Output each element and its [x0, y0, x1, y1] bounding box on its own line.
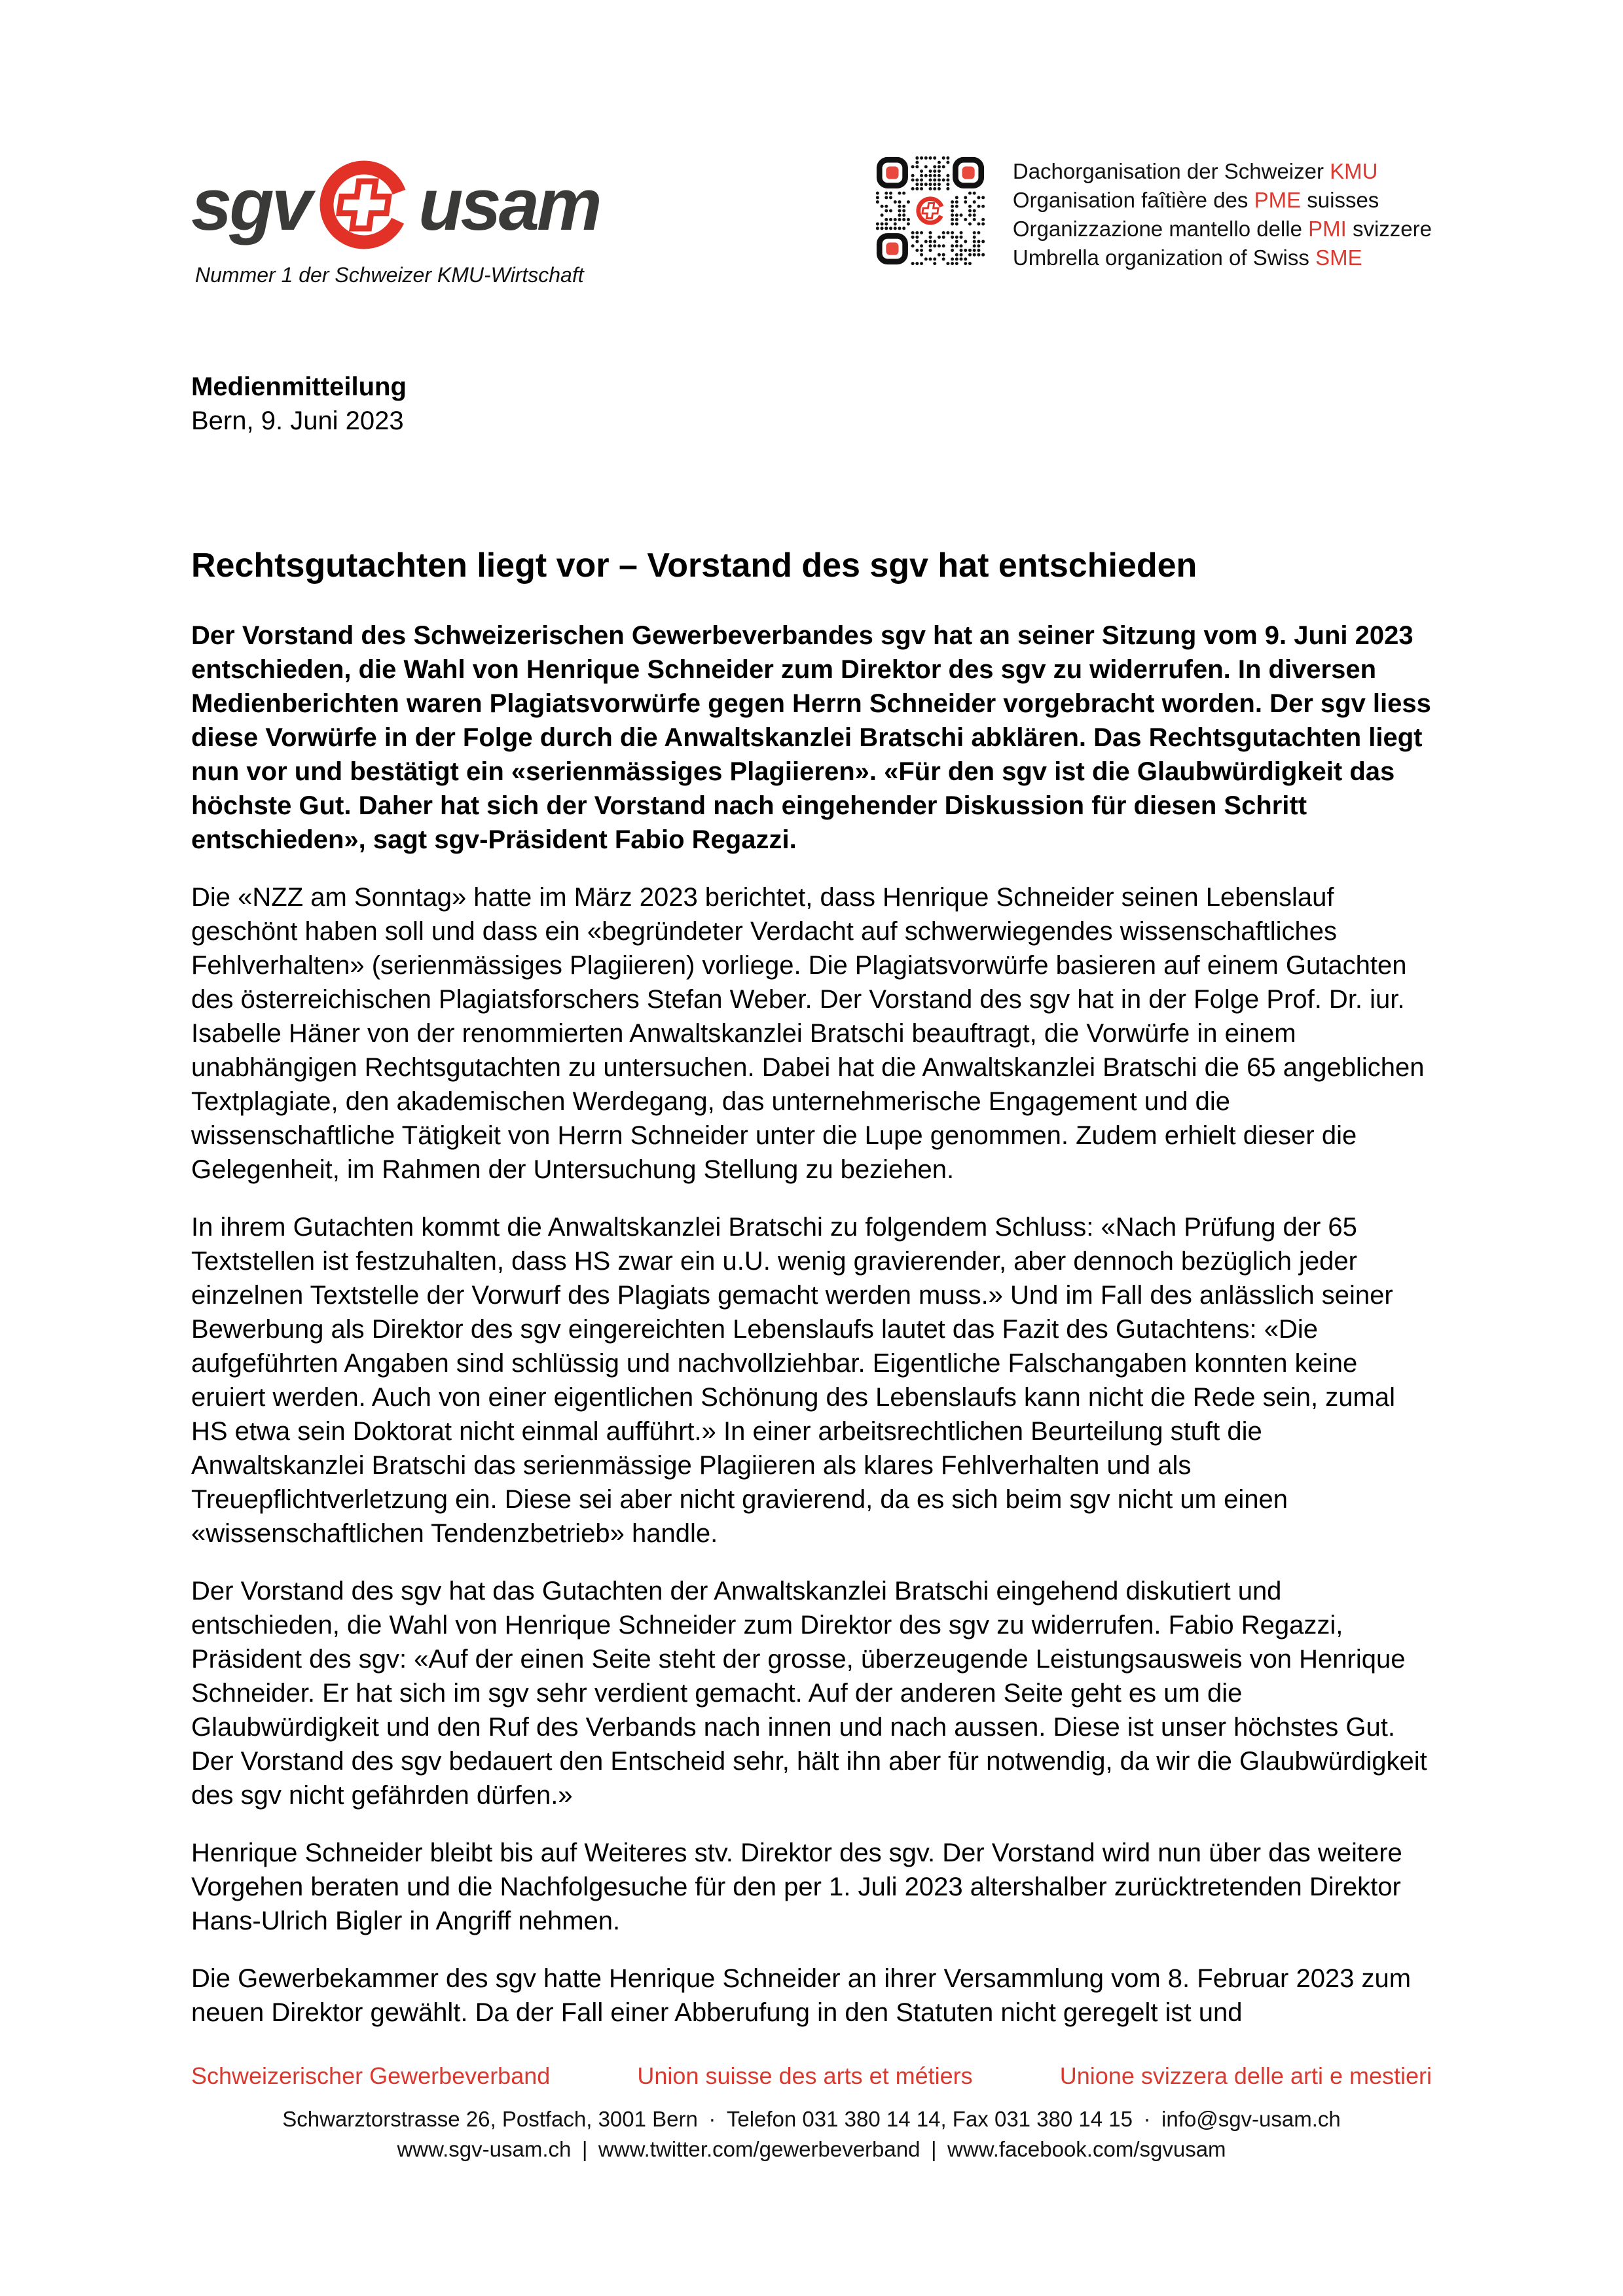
paragraph: Henrique Schneider bleibt bis auf Weiteres stv. Direktor des sgv. Der Vorstand wird nun über das weitere Vorgehen beraten und die Nachfolgesuche für den per 1. Juli 2023 altershalber zurücktretenden Direktor Hans-Ulrich Bigler in Angriff nehmen. [191, 1839, 1402, 1935]
logo-wordmark [191, 156, 600, 254]
logo [191, 156, 600, 287]
document-title: Rechtsgutachten liegt vor – Vorstand des sgv hat entschieden [191, 547, 1197, 584]
footer-org-de: Schweizerischer Gewerbeverband [191, 2062, 551, 2089]
lead-paragraph: Der Vorstand des Schweizerischen Gewerbeverbandes sgv hat an seiner Sitzung vom 9. Juni 2023 entschieden, die Wahl von Henrique Schneider zum Direktor des sgv zu widerrufen. In diversen Medienberichten waren Plagiatsvorwürfe gegen Herrn Schneider vorgebracht worden. Der sgv liess diese Vorwürfe in der Folge durch die Anwaltskanzlei Bratschi abklären. Das Rechtsgutachten liegt nun vor und bestätigt ein «serienmässiges Plagiieren». «Für den sgv ist die Glaubwürdigkeit das höchste Gut. Daher hat sich der Vorstand nach eingehender Diskussion für diesen Schritt entschieden», sagt sgv-Präsident Fabio Regazzi. [191, 621, 1431, 854]
footer-org-fr: Union suisse des arts et métiers [637, 2062, 973, 2089]
paragraph: Die «NZZ am Sonntag» hatte im März 2023 berichtet, dass Henrique Schneider seinen Lebenslauf geschönt haben soll und dass ein «begründeter Verdacht auf schwerwiegendes wissenschaftliches Fehlverhalten» (serienmässiges Plagiieren) vorliege. Die Plagiatsvorwürfe basieren auf einem Gutachten des österreichischen Plagiatsforschers Stefan Weber. Der Vorstand des sgv hat in der Folge Prof. Dr. iur. Isabelle Häner von der renommierten Anwaltskanzlei Bratschi beauftragt, die Vorwürfe in einem unabhängigen Rechtsgutachten zu untersuchen. Dabei hat die Anwaltskanzlei Bratschi die 65 angeblichen Textplagiate, den akademischen Werdegang, das unternehmerische Engagement und die wissenschaftliche Tätigkeit von Herrn Schneider unter die Lupe genommen. Zudem erhielt dieser die Gelegenheit, im Rahmen der Untersuchung Stellung zu beziehen. [191, 883, 1425, 1184]
org-line-it: Organizzazione mantello delle PMI svizzere [1012, 217, 1432, 241]
logo-text-sgv: sgv [191, 164, 310, 245]
footer-address: Schwarztorstrasse 26, Postfach, 3001 Bern · Telefon 031 380 14 14, Fax 031 380 14 15 · info@sgv-usam.ch [282, 2107, 1341, 2132]
paragraph: In ihrem Gutachten kommt die Anwaltskanzlei Bratschi zu folgendem Schluss: «Nach Prüfung der 65 Textstellen ist festzuhalten, dass HS zwar ein u.U. wenig gravierender, aber dennoch bezüglich jeder einzelnen Textstelle der Vorwurf des Plagiats gemacht werden muss.» Und im Fall des anlässlich seiner Bewerbung als Direktor des sgv eingereichten Lebenslaufs lautet das Fazit des Gutachtens: «Die aufgeführten Angaben sind schlüssig und nachvollziehbar. Eigentliche Falschangaben konnten keine eruiert werden. Auch von einer eigentlichen Schönung des Lebenslaufs kann nicht die Rede sein, zumal HS etwa sein Doktorat nicht einmal aufführt.» In einer arbeitsrechtlichen Beurteilung stuft die Anwaltskanzlei Bratschi das serienmässige Plagiieren als klares Fehlverhalten und als Treuepflichtverletzung ein. Diese sei aber nicht gravierend, da es sich beim sgv nicht um einen «wissenschaftlichen Tendenzbetrieb» handle. [191, 1213, 1395, 1548]
org-accent-kmu: KMU [1330, 159, 1378, 183]
doc-type-label: Medienmitteilung [191, 372, 407, 401]
qr-code-icon [875, 156, 985, 266]
org-description [1013, 156, 1432, 272]
header [191, 156, 1432, 287]
footer-org-it: Unione svizzera delle arti e mestieri [1059, 2062, 1432, 2089]
org-line-de: Dachorganisation der Schweizer KMU [1012, 159, 1378, 183]
footer-links: www.sgv-usam.ch | www.twitter.com/gewerbeverband | www.facebook.com/sgvusam [397, 2137, 1226, 2162]
footer [191, 2062, 1432, 2162]
body-text [191, 619, 1432, 2053]
org-line-en: Umbrella organization of Swiss SME [1012, 245, 1362, 270]
org-block [875, 156, 1432, 272]
dateline: Bern, 9. Juni 2023 [191, 406, 404, 435]
footer-org-names [191, 2062, 1432, 2090]
sgv-at-cross-icon [315, 156, 413, 254]
org-accent-sme: SME [1315, 245, 1362, 270]
org-accent-pmi: PMI [1308, 217, 1347, 241]
paragraph: Der Vorstand des sgv hat das Gutachten der Anwaltskanzlei Bratschi eingehend diskutiert und entschieden, die Wahl von Henrique Schneider zum Direktor des sgv zu widerrufen. Fabio Regazzi, Präsident des sgv: «Auf der einen Seite steht der grosse, überzeugende Leistungsausweis von Henrique Schneider. Er hat sich im sgv sehr verdient gemacht. Auf der anderen Seite geht es um die Glaubwürdigkeit und den Ruf des Verbands nach innen und nach aussen. Diese ist unser höchstes Gut. Der Vorstand des sgv bedauert den Entscheid sehr, hält ihn aber für notwendig, da wir die Glaubwürdigkeit des sgv nicht gefährden dürfen.» [191, 1577, 1427, 1810]
meta-block [191, 370, 407, 438]
org-accent-pme: PME [1254, 188, 1302, 212]
logo-text-usam: usam [418, 164, 600, 245]
org-line-fr: Organisation faîtière des PME suisses [1012, 188, 1379, 212]
logo-tagline: Nummer 1 der Schweizer KMU-Wirtschaft [195, 263, 584, 287]
paragraph: Die Gewerbekammer des sgv hatte Henrique Schneider an ihrer Versammlung vom 8. Februar 2023 zum neuen Direktor gewählt. Da der Fall einer Abberufung in den Statuten nicht geregelt ist und [191, 1964, 1412, 2027]
